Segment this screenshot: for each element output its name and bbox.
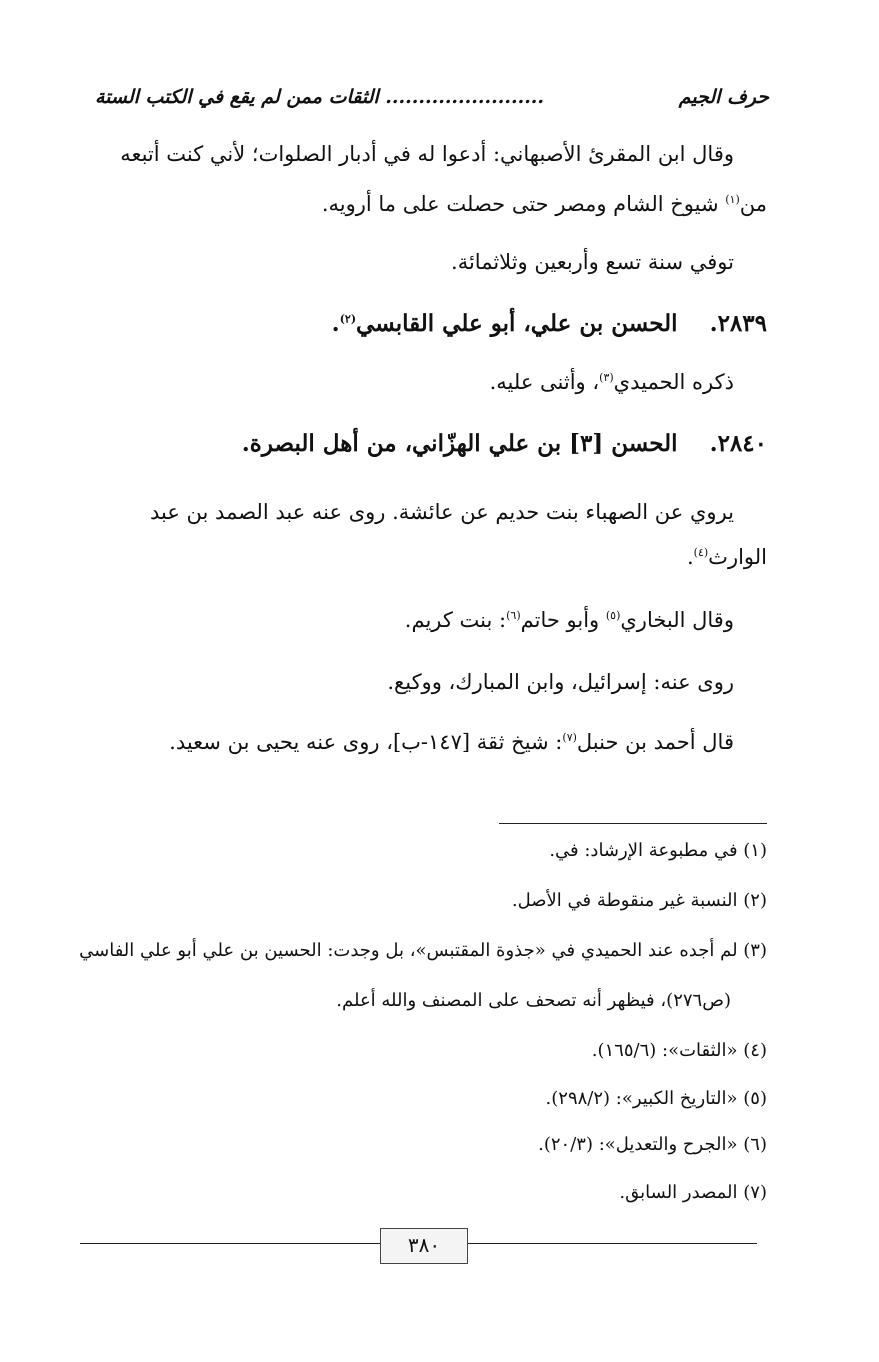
header-chapter: حرف الجيم <box>678 86 769 108</box>
paragraph-text: من <box>739 192 767 216</box>
footnote-3-line-1: (٣) لم أجده عند الحميدي في «جذوة المقتبس»، بل وجدت: الحسين بن علي أبو علي الفاسي <box>79 940 767 961</box>
paragraph-text: روى عنه: إسرائيل، وابن المبارك، ووكيع. <box>387 670 734 694</box>
paragraph-4-line-2 <box>687 545 767 569</box>
paragraph-text: : شيخ ثقة [١٤٧-ب]، روى عنه يحيى بن سعيد. <box>169 730 563 754</box>
footnote-7: (٧) المصدر السابق. <box>619 1182 767 1203</box>
entry-name: الحسن [٣] بن علي الهزّاني، من أهل البصرة. <box>241 430 678 457</box>
paragraph-text: ، وأثنى عليه. <box>489 370 600 394</box>
page-number-rule-right <box>467 1243 757 1244</box>
footnote-marker[interactable]: (٦) <box>506 609 521 622</box>
footnote-4: (٤) «الثقات»: (١٦٥/٦). <box>591 1040 767 1061</box>
footnote-marker[interactable]: (٣) <box>599 371 614 384</box>
paragraph-4-line-1 <box>150 500 734 524</box>
entry-name: الحسن بن علي، أبو علي القابسي <box>356 310 678 337</box>
paragraph-text: الوارث <box>708 545 767 569</box>
paragraph-7 <box>169 730 734 754</box>
paragraph-text: . <box>686 545 694 569</box>
page-number: ٣٨٠ <box>380 1228 468 1264</box>
paragraph-text: وقال البخاري <box>620 608 734 632</box>
entry-2839-heading <box>332 310 767 337</box>
paragraph-text: وأبو حاتم <box>520 608 606 632</box>
entry-number: ٢٨٤٠. <box>709 430 767 457</box>
paragraph-text: شيوخ الشام ومصر حتى حصلت على ما أرويه. <box>321 192 726 216</box>
punctuation: . <box>331 310 340 337</box>
running-header <box>95 82 769 112</box>
footnote-marker[interactable]: (١) <box>725 193 740 206</box>
paragraph-text: يروي عن الصهباء بنت حديم عن عائشة. روى عنه عبد الصمد بن عبد <box>149 500 734 524</box>
paragraph-text: ذكره الحميدي <box>613 370 734 394</box>
paragraph-1-line-1 <box>120 142 734 166</box>
paragraph-text: : بنت كريم. <box>404 608 507 632</box>
header-dots: ........................ <box>385 86 545 108</box>
footnote-marker[interactable]: (٧) <box>562 731 577 744</box>
paragraph-5 <box>405 608 734 632</box>
paragraph-1-line-2 <box>322 192 767 216</box>
paragraph-text: قال أحمد بن حنبل <box>576 730 734 754</box>
footnote-3-line-2: (ص٢٧٦)، فيظهر أنه تصحف على المصنف والله أعلم. <box>336 990 731 1011</box>
header-book-title-group <box>95 86 544 108</box>
paragraph-6 <box>387 670 734 694</box>
footnote-5: (٥) «التاريخ الكبير»: (٢٩٨/٢). <box>545 1088 767 1109</box>
footnote-2: (٢) النسبة غير منقوطة في الأصل. <box>511 890 767 911</box>
paragraph-text: توفي سنة تسع وأربعين وثلاثمائة. <box>451 250 734 274</box>
footnote-1: (١) في مطبوعة الإرشاد: في. <box>549 840 767 861</box>
paragraph-3 <box>490 370 734 394</box>
entry-number: ٢٨٣٩. <box>709 310 767 337</box>
page-number-rule-left <box>80 1243 380 1244</box>
footnote-6: (٦) «الجرح والتعديل»: (٢٠/٣). <box>538 1134 767 1155</box>
header-book-title: الثقات ممن لم يقع في الكتب الستة <box>95 86 379 108</box>
footnote-marker[interactable]: (٢) <box>339 312 357 326</box>
footnote-separator <box>499 823 767 824</box>
footnote-marker[interactable]: (٥) <box>605 609 621 622</box>
paragraph-2 <box>451 250 734 274</box>
footnote-marker[interactable]: (٤) <box>693 546 709 559</box>
paragraph-text: وقال ابن المقرئ الأصبهاني: أدعوا له في أدبار الصلوات؛ لأني كنت أتبعه <box>120 142 734 166</box>
entry-2840-heading <box>242 430 767 457</box>
